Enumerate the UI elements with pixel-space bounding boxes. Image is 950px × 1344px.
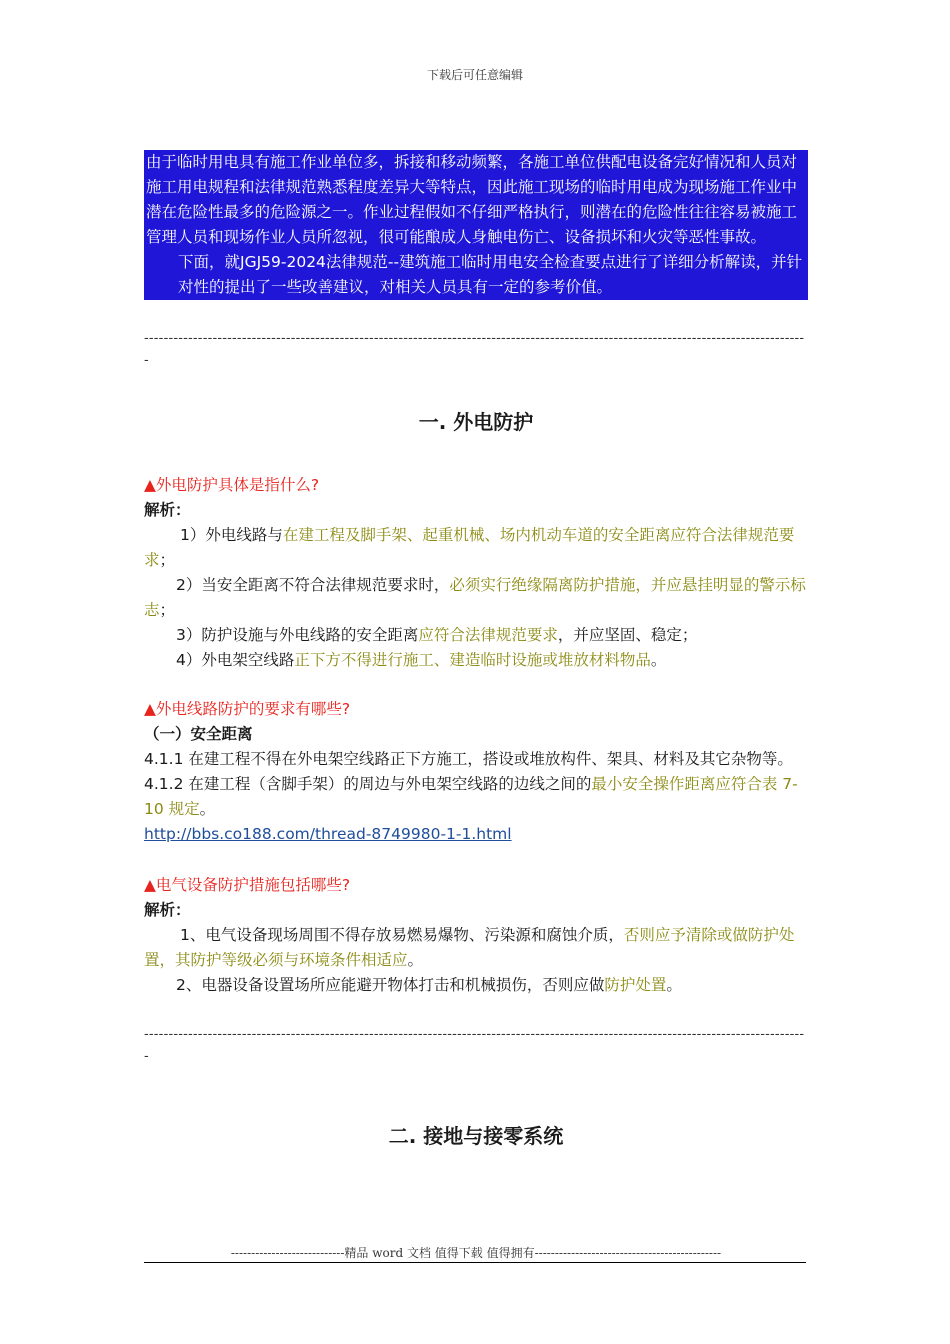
question-2: ▲外电线路防护的要求有哪些?	[144, 700, 351, 718]
clause-4-1-2: 4.1.2 在建工程（含脚手架）的周边与外电架空线路的边线之间的最小安全操作距离应符合表 7-10 规定。	[144, 775, 798, 818]
footer-rule	[144, 1262, 806, 1263]
q1-item-2: 2）当安全距离不符合法律规范要求时，必须实行绝缘隔离防护措施，并应悬挂明显的警示标志；	[144, 576, 806, 619]
reference-link-row	[144, 822, 808, 847]
question-3: ▲电气设备防护措施包括哪些?	[144, 876, 351, 894]
divider-1: ----------------------------------------------------------------------------------------------------------------------------------------	[144, 331, 805, 368]
intro-paragraph-2: 下面，就JGJ59-2024法律规范--建筑施工临时用电安全检查要点进行了详细分析解读，并针对性的提出了一些改善建议，对相关人员具有一定的参考价值。	[178, 253, 803, 296]
q1-item-1: 1）外电线路与在建工程及脚手架、起重机械、场内机动车道的安全距离应符合法律规范要求；	[144, 526, 795, 569]
intro-paragraph-1: 由于临时用电具有施工作业单位多，拆接和移动频繁，各施工单位供配电设备完好情况和人员对施工用电规程和法律规范熟悉程度差异大等特点，因此施工现场的临时用电成为现场施工作业中潜在危险性最多的危险源之一。作业过程假如不仔细严格执行，则潜在的危险性往往容易被施工管理人员和现场作业人员所忽视，很可能酿成人身触电伤亡、设备损坏和火灾等恶性事故。	[146, 153, 798, 246]
analysis-label-3: 解析：	[144, 901, 191, 919]
document-body	[144, 150, 808, 1149]
q3-item-2: 2、电器设备设置场所应能避开物体打击和机械损伤，否则应做防护处置。	[176, 976, 682, 994]
section-2-title: 二. 接地与接零系统	[388, 1124, 564, 1148]
question-1: ▲外电防护具体是指什么?	[144, 476, 320, 494]
subsection-safe-distance: （一）安全距离	[144, 725, 253, 743]
page-header: 下载后可任意编辑	[426, 68, 523, 82]
clause-4-1-1: 4.1.1 在建工程不得在外电架空线路正下方施工，搭设或堆放构件、架具、材料及其它杂物等。	[144, 750, 793, 768]
divider-2: ----------------------------------------------------------------------------------------------------------------------------------------	[144, 1027, 805, 1064]
q1-item-3: 3）防护设施与外电线路的安全距离应符合法律规范要求，并应坚固、稳定；	[176, 626, 698, 644]
intro-block	[144, 150, 808, 300]
q1-item-4: 4）外电架空线路正下方不得进行施工、建造临时设施或堆放材料物品。	[176, 651, 667, 669]
q3-item-1: 1、电气设备现场周围不得存放易燃易爆物、污染源和腐蚀介质，否则应予清除或做防护处置，其防护等级必须与环境条件相适应。	[144, 926, 795, 969]
reference-link[interactable]: http://bbs.co188.com/thread-8749980-1-1.html	[144, 825, 512, 843]
analysis-label-1: 解析：	[144, 501, 191, 519]
section-1-title: 一. 外电防护	[418, 410, 534, 434]
page-footer: ----------------------------精品 word 文档 值得下载 值得拥有----------------------------------------------	[230, 1246, 722, 1260]
